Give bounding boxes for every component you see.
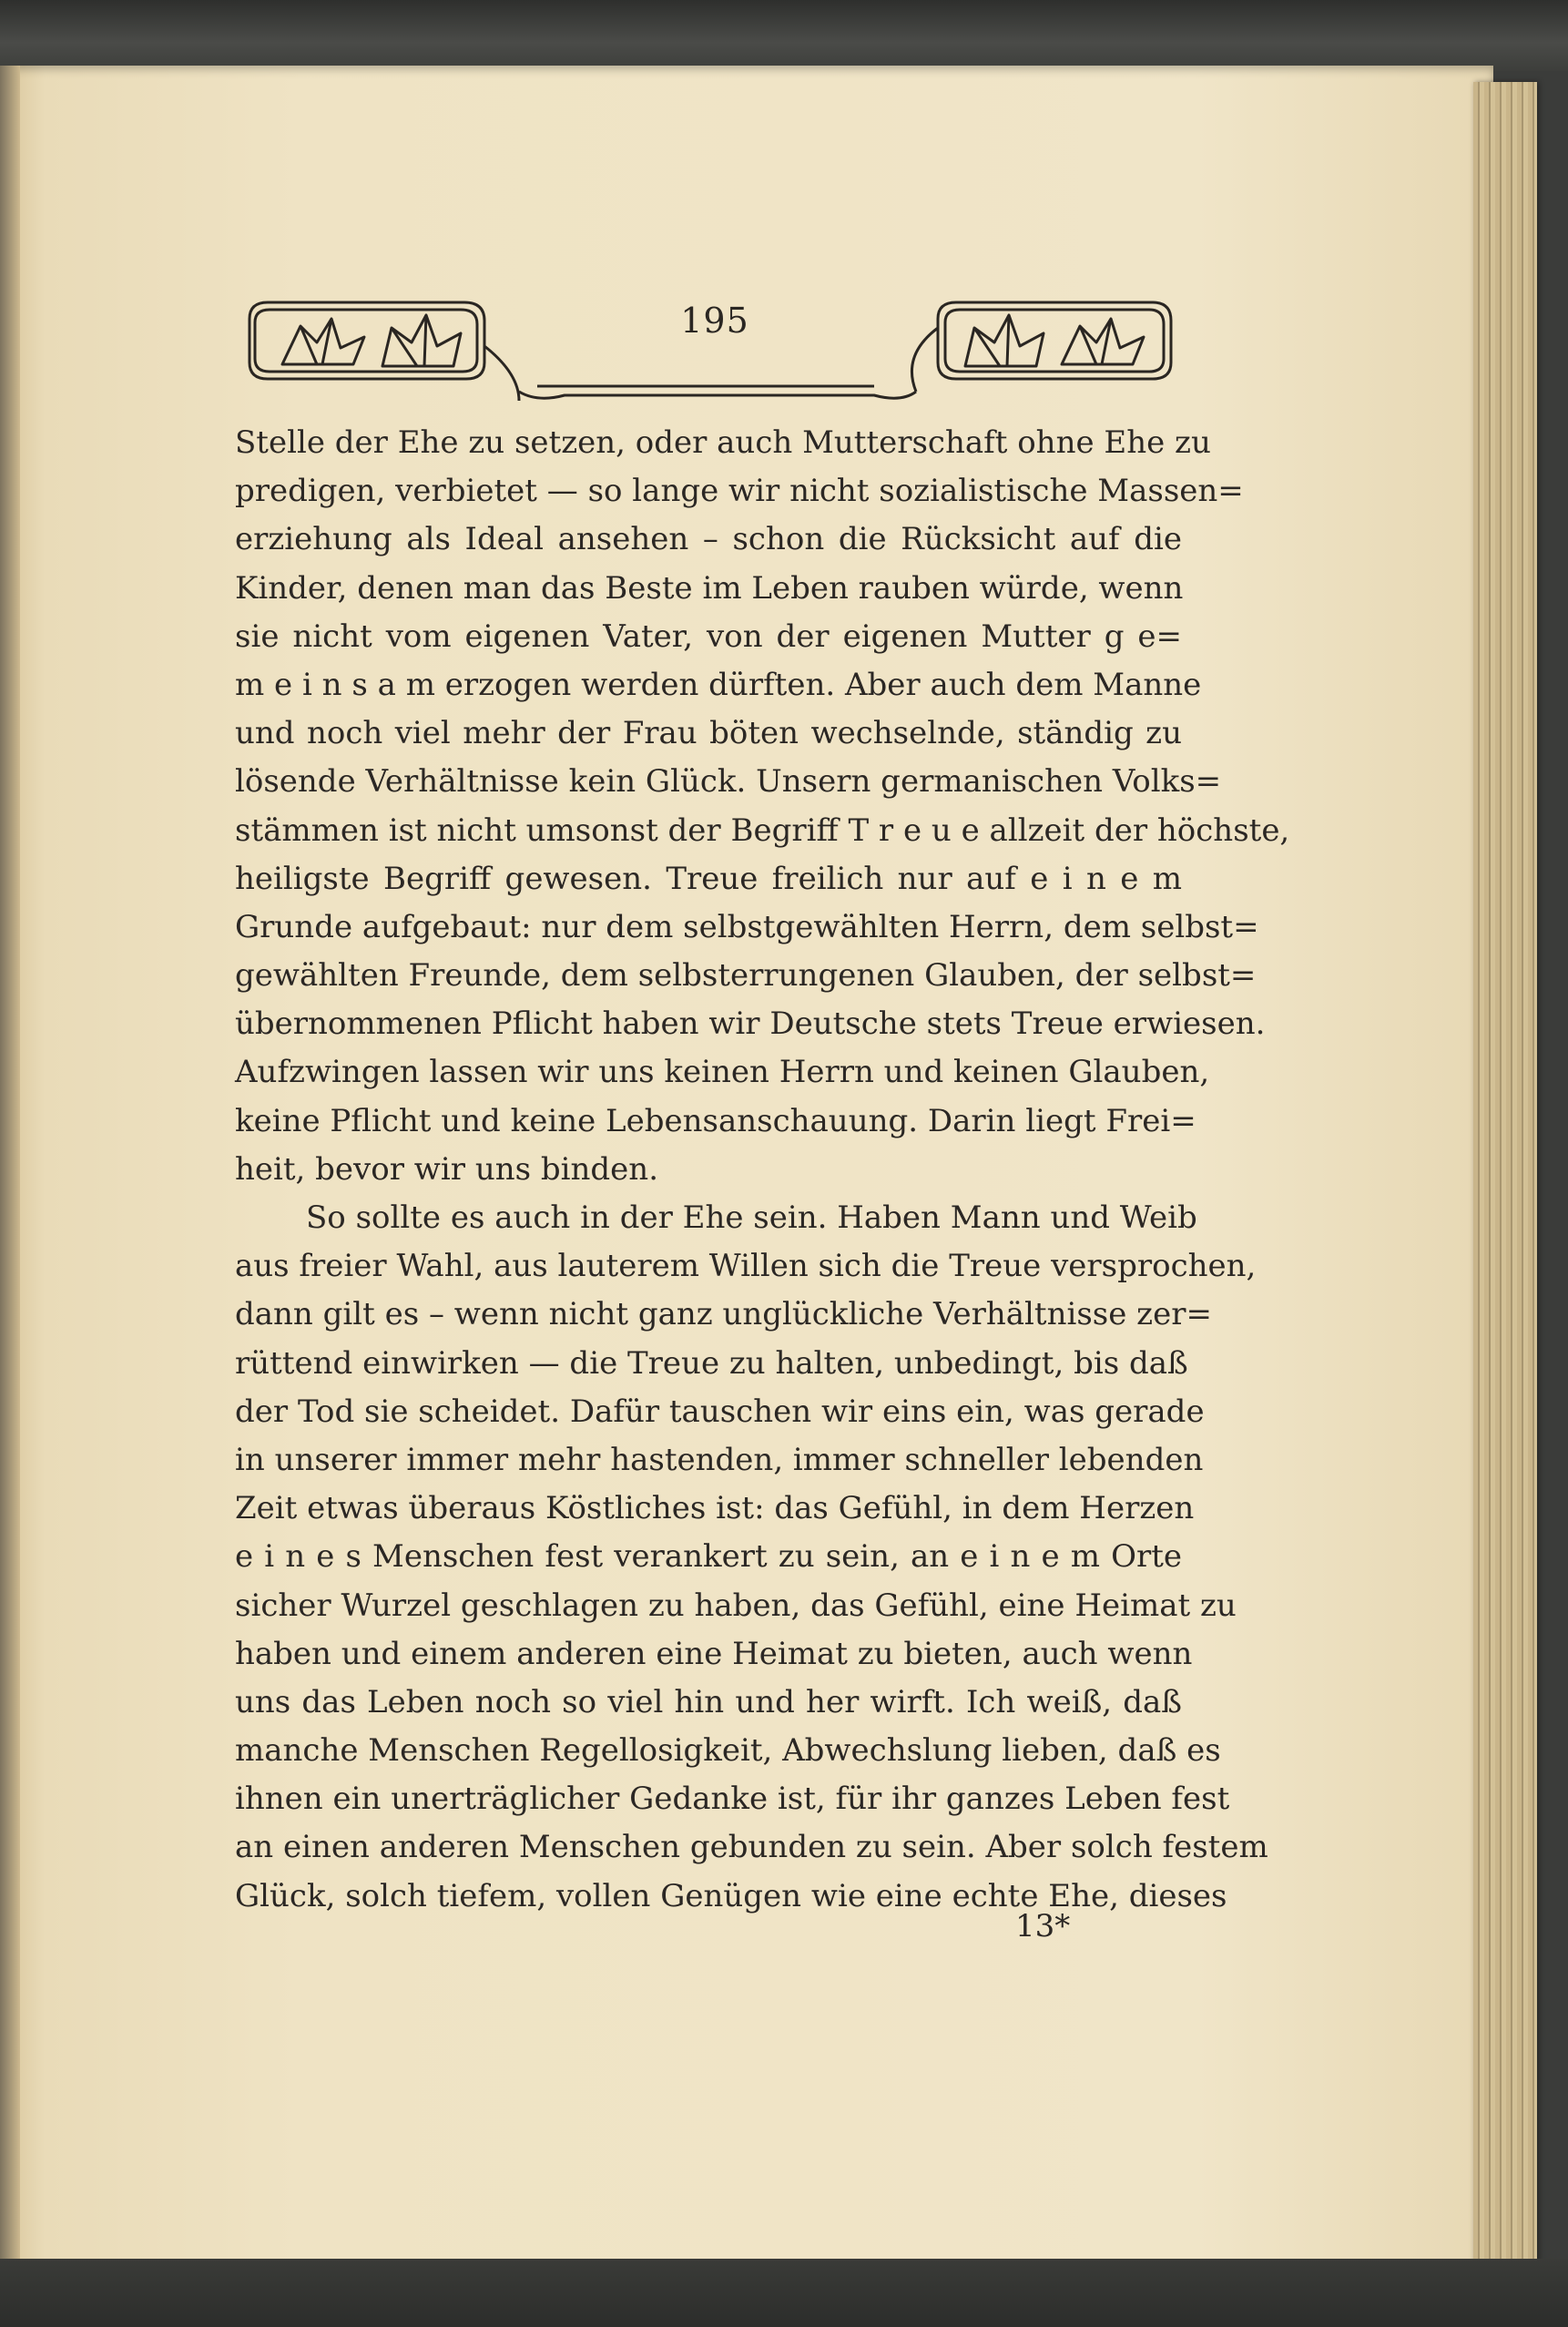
text-line: stämmen ist nicht umsonst der Begriff T r e u e allzeit der höchste, bbox=[235, 811, 1290, 849]
text-line: haben und einem anderen eine Heimat zu bieten, auch wenn bbox=[235, 1635, 1193, 1672]
text-line: in unserer immer mehr hastenden, immer schneller lebenden bbox=[235, 1441, 1204, 1478]
text-line: So sollte es auch in der Ehe sein. Haben Mann und Weib bbox=[306, 1199, 1197, 1236]
text-line: an einen anderen Menschen gebunden zu sein. Aber solch festem bbox=[235, 1829, 1268, 1866]
text-line: sie nicht vom eigenen Vater, von der eigenen Mutter g e= bbox=[235, 617, 1182, 655]
text-line: heit, bevor wir uns binden. bbox=[235, 1150, 659, 1188]
book-cover-top bbox=[0, 0, 1568, 71]
text-line: lösende Verhältnisse kein Glück. Unsern germanischen Volks= bbox=[235, 763, 1222, 801]
text-line: e i n e s Menschen fest verankert zu sein, an e i n e m Orte bbox=[235, 1538, 1182, 1576]
text-line: uns das Leben noch so viel hin und her wirft. Ich weiß, daß bbox=[235, 1683, 1182, 1720]
text-line: heiligste Begriff gewesen. Treue freilich nur auf e i n e m bbox=[235, 860, 1182, 897]
text-line: Kinder, denen man das Beste im Leben rauben würde, wenn bbox=[235, 569, 1184, 607]
text-line: ihnen ein unerträglicher Gedanke ist, für ihr ganzes Leben fest bbox=[235, 1781, 1230, 1818]
text-line: sicher Wurzel geschlagen zu haben, das Gefühl, eine Heimat zu bbox=[235, 1587, 1237, 1624]
page-number: 195 bbox=[680, 301, 749, 341]
text-line: rüttend einwirken — die Treue zu halten, unbedingt, bis daß bbox=[235, 1344, 1188, 1382]
signature-mark: 13* bbox=[1015, 1908, 1071, 1944]
book-cover-bottom bbox=[0, 2259, 1568, 2327]
text-line: und noch viel mehr der Frau böten wechselnde, ständig zu bbox=[235, 715, 1182, 752]
text-line: aus freier Wahl, aus lauterem Willen sich die Treue versprochen, bbox=[235, 1248, 1257, 1285]
text-line: Grunde aufgebaut: nur dem selbstgewählten Herrn, dem selbst= bbox=[235, 908, 1259, 945]
text-line: Glück, solch tiefem, vollen Genügen wie eine echte Ehe, dieses bbox=[235, 1877, 1227, 1914]
text-line: Stelle der Ehe zu setzen, oder auch Mutterschaft ohne Ehe zu bbox=[235, 424, 1211, 461]
text-line: dann gilt es – wenn nicht ganz unglückliche Verhältnisse zer= bbox=[235, 1296, 1212, 1333]
text-line: übernommenen Pflicht haben wir Deutsche stets Treue erwiesen. bbox=[235, 1005, 1266, 1043]
text-line: erziehung als Ideal ansehen – schon die Rücksicht auf die bbox=[235, 521, 1182, 558]
text-line: m e i n s a m erzogen werden dürften. Aber auch dem Manne bbox=[235, 666, 1202, 703]
text-line: gewählten Freunde, dem selbsterrungenen Glauben, der selbst= bbox=[235, 957, 1257, 995]
text-line: Aufzwingen lassen wir uns keinen Herrn und keinen Glauben, bbox=[235, 1054, 1210, 1091]
text-line: der Tod sie scheidet. Dafür tauschen wir eins ein, was gerade bbox=[235, 1393, 1205, 1430]
text-line: manche Menschen Regellosigkeit, Abwechslung lieben, daß es bbox=[235, 1732, 1221, 1770]
text-line: keine Pflicht und keine Lebensanschauung. Darin liegt Frei= bbox=[235, 1102, 1196, 1139]
text-line: predigen, verbietet — so lange wir nicht sozialistische Massen= bbox=[235, 473, 1244, 510]
text-line: Zeit etwas überaus Köstliches ist: das Gefühl, in dem Herzen bbox=[235, 1490, 1195, 1527]
page-gutter bbox=[0, 66, 20, 2270]
page-edges bbox=[1473, 82, 1537, 2263]
body-text bbox=[235, 419, 1290, 1921]
